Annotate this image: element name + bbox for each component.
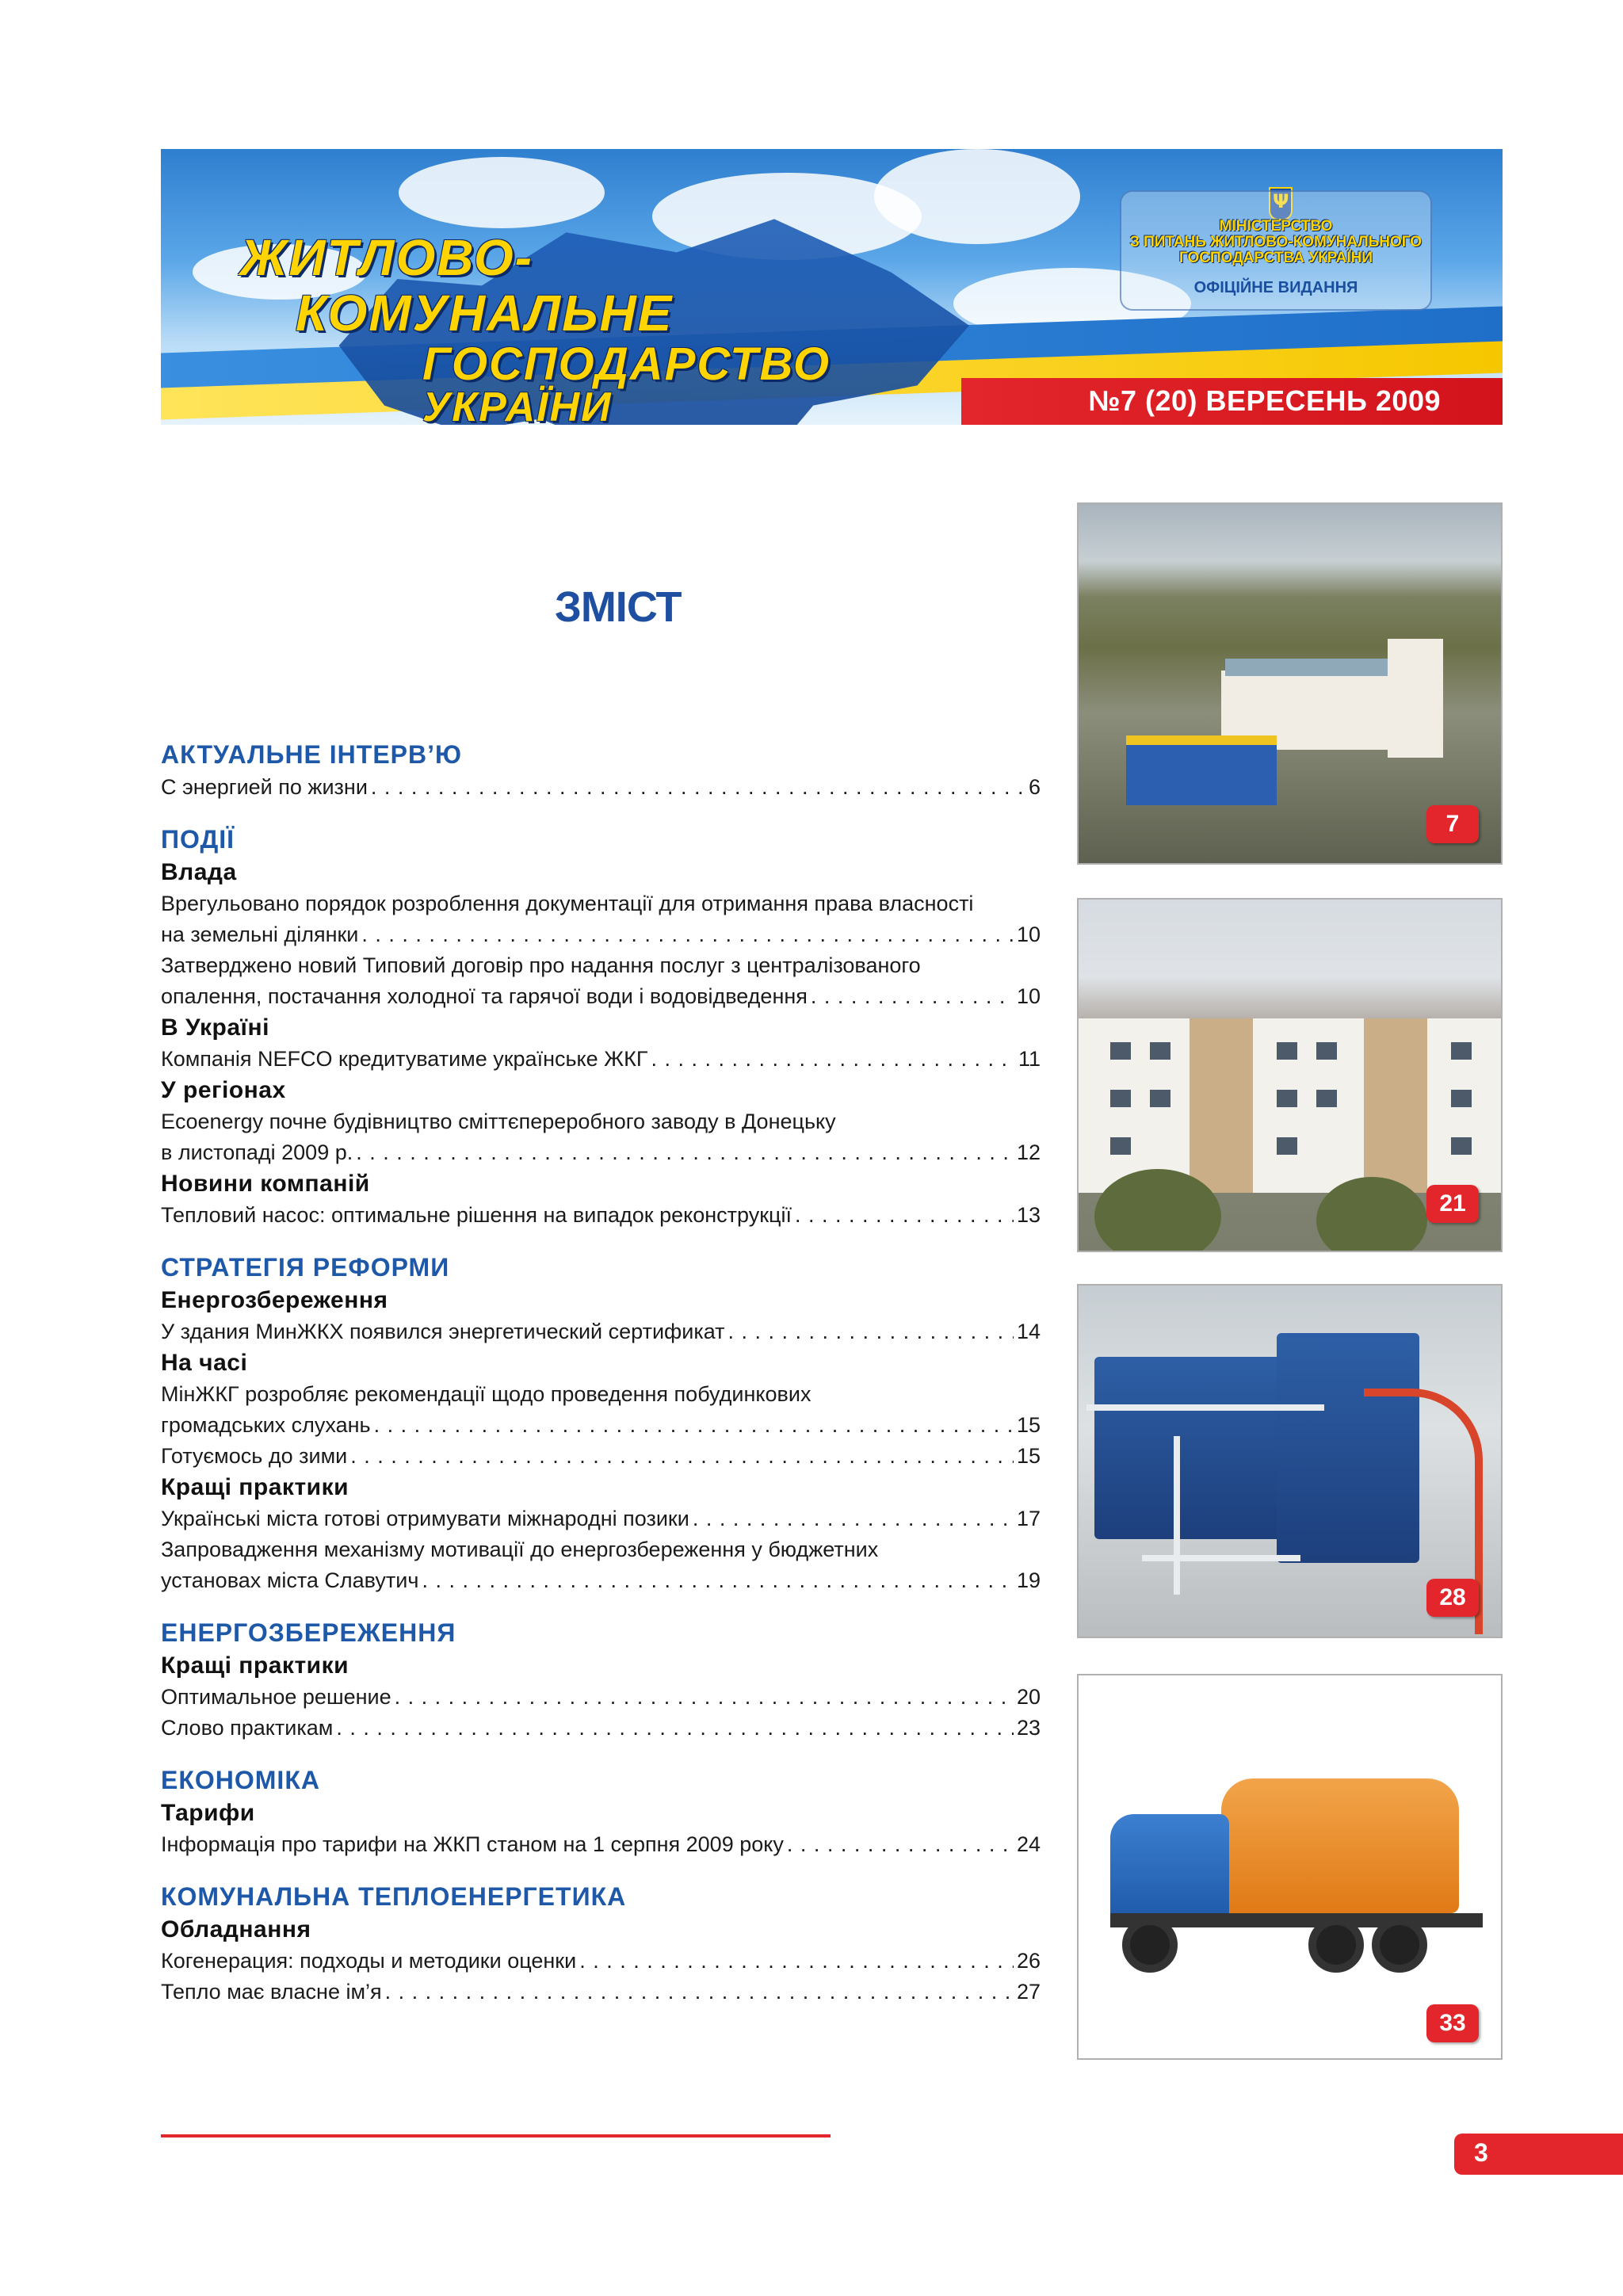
- window: [1277, 1042, 1297, 1060]
- ministry-line-3: ГОСПОДАРСТВА УКРАЇНИ: [1178, 250, 1373, 266]
- entry-title: громадських слухань: [161, 1413, 371, 1437]
- ministry-box: [1120, 190, 1432, 311]
- subsection-heading: Новини компаній: [161, 1171, 370, 1197]
- entry-page: 14: [1016, 1320, 1041, 1343]
- entry-title: опалення, постачання холодної та гарячої води і водовідведення: [161, 984, 808, 1008]
- dot-leader: [374, 1410, 1014, 1441]
- cloud: [874, 149, 1080, 244]
- stair-rail: [1174, 1436, 1180, 1595]
- dot-leader: [395, 1682, 1014, 1713]
- entry-page: 24: [1016, 1832, 1041, 1856]
- entry-title: Слово практикам: [161, 1716, 334, 1740]
- toc-entry[interactable]: [161, 1565, 1041, 1596]
- toc-entry[interactable]: [161, 919, 1041, 950]
- dot-leader: [371, 772, 1025, 803]
- dot-leader: [651, 1044, 1015, 1075]
- window: [1451, 1137, 1472, 1155]
- toc-entry[interactable]: [161, 1316, 1041, 1347]
- entry-title-line[interactable]: Затверджено новий Типовий договір про надання послуг з централізованого: [161, 953, 921, 977]
- photo-truck[interactable]: [1077, 1674, 1503, 2060]
- entry-title: Українські міста готові отримувати міжнародні позики: [161, 1507, 689, 1530]
- facade-panel: [1364, 1018, 1427, 1193]
- dot-leader: [787, 1829, 1014, 1860]
- entry-page: 10: [1016, 984, 1041, 1008]
- subsection-heading: Кращі практики: [161, 1474, 349, 1500]
- toc-entry[interactable]: [161, 1977, 1041, 2008]
- entry-title: С энергией по жизни: [161, 775, 368, 799]
- masthead-title-line-2: КОМУНАЛЬНЕ: [296, 285, 674, 342]
- dot-leader: [693, 1503, 1014, 1534]
- entry-page: 12: [1016, 1140, 1041, 1164]
- contents-title: ЗМІСТ: [555, 583, 682, 631]
- entry-page: 27: [1016, 1980, 1041, 2004]
- dot-leader: [728, 1316, 1014, 1347]
- entry-title-line[interactable]: МінЖКГ розробляє рекомендації щодо проведення побудинкових: [161, 1382, 812, 1406]
- toc-entry[interactable]: [161, 772, 1041, 803]
- table-of-contents: [161, 737, 1041, 2008]
- entry-page: 6: [1028, 775, 1041, 799]
- toc-entry[interactable]: [161, 1410, 1041, 1441]
- entry-page: 26: [1016, 1949, 1041, 1973]
- entry-page: 17: [1016, 1507, 1041, 1530]
- page-badge: 33: [1426, 2004, 1479, 2042]
- toc-entry[interactable]: [161, 981, 1041, 1012]
- entry-page: 20: [1016, 1685, 1041, 1709]
- entry-title-line[interactable]: Врегульовано порядок розроблення документації для отримання права власності: [161, 892, 974, 915]
- window: [1277, 1137, 1297, 1155]
- blue-cab: [1110, 1814, 1229, 1925]
- dot-leader: [361, 919, 1014, 950]
- dot-leader: [811, 981, 1014, 1012]
- window: [1316, 1090, 1337, 1107]
- toc-entry[interactable]: [161, 1713, 1041, 1744]
- issue-bar: [961, 378, 1503, 425]
- entry-page: 11: [1018, 1047, 1041, 1071]
- cloud: [399, 157, 605, 228]
- entry-title-line[interactable]: Запровадження механізму мотивації до енергозбереження у бюджетних: [161, 1538, 879, 1561]
- toc-entry[interactable]: [161, 1137, 1041, 1168]
- masthead-title-line-4: УКРАЇНИ: [422, 384, 613, 425]
- entry-title: Готуємось до зими: [161, 1444, 348, 1468]
- toc-entry[interactable]: [161, 1200, 1041, 1231]
- section-heading: СТРАТЕГІЯ РЕФОРМИ: [161, 1253, 450, 1282]
- dot-leader: [385, 1977, 1014, 2008]
- subsection-heading: Кращі практики: [161, 1652, 349, 1679]
- dot-leader: [422, 1565, 1014, 1596]
- tower: [1388, 639, 1443, 758]
- entry-title: установах міста Славутич: [161, 1568, 419, 1592]
- page-number-tab: [1454, 2134, 1623, 2175]
- window: [1110, 1137, 1131, 1155]
- page-badge: 21: [1426, 1185, 1479, 1223]
- roof: [1225, 659, 1400, 676]
- subsection-heading: Енергозбереження: [161, 1287, 388, 1313]
- subsection-heading: Влада: [161, 859, 237, 885]
- entry-page: 19: [1016, 1568, 1041, 1592]
- section-heading: ЕКОНОМІКА: [161, 1766, 320, 1794]
- masthead-banner: [161, 149, 1503, 425]
- window: [1277, 1090, 1297, 1107]
- entry-page: 13: [1016, 1203, 1041, 1227]
- entry-title: Тепловий насос: оптимальне рішення на випадок реконструкції: [161, 1203, 792, 1227]
- toc-entry[interactable]: [161, 1441, 1041, 1472]
- toc-entry[interactable]: [161, 1503, 1041, 1534]
- yellow-trim: [1126, 735, 1277, 745]
- dot-leader: [336, 1713, 1014, 1744]
- page-number: 3: [1474, 2138, 1488, 2167]
- entry-title-line[interactable]: Ecoenergy почне будівництво сміттєпереробного заводу в Донецьку: [161, 1110, 836, 1133]
- subsection-heading: Обладнання: [161, 1916, 311, 1943]
- issue-number: №7 (20) ВЕРЕСЕНЬ 2009: [1088, 384, 1441, 417]
- window: [1110, 1042, 1131, 1060]
- entry-title: на земельні ділянки: [161, 923, 359, 946]
- subsection-heading: У регіонах: [161, 1077, 286, 1103]
- section-heading: ЕНЕРГОЗБЕРЕЖЕННЯ: [161, 1618, 456, 1647]
- facade-panel: [1190, 1018, 1253, 1193]
- platform-rail: [1086, 1404, 1324, 1411]
- subsection-heading: Тарифи: [161, 1800, 255, 1826]
- official-edition-label: ОФІЦІЙНЕ ВИДАННЯ: [1193, 279, 1358, 296]
- photo-industrial-plant[interactable]: [1077, 502, 1503, 865]
- ministry-line-1: МІНІСТЕРСТВО: [1219, 218, 1333, 235]
- page-badge: 28: [1426, 1579, 1479, 1617]
- window: [1451, 1090, 1472, 1107]
- section-heading: КОМУНАЛЬНА ТЕПЛОЕНЕРГЕТИКА: [161, 1882, 627, 1911]
- entry-page: 15: [1016, 1413, 1041, 1437]
- window: [1110, 1090, 1131, 1107]
- toc-entry[interactable]: [161, 1682, 1041, 1713]
- section-heading: АКТУАЛЬНЕ ІНТЕРВ’Ю: [161, 740, 463, 769]
- subsection-heading: На часі: [161, 1350, 248, 1376]
- masthead-title-line-1: ЖИТЛОВО-: [240, 229, 533, 286]
- entry-title: Оптимальное решение: [161, 1685, 391, 1709]
- wheel: [1308, 1917, 1364, 1973]
- entry-title: Компанія NEFCO кредитуватиме українське ЖКГ: [161, 1047, 648, 1071]
- stair-rail: [1142, 1555, 1300, 1561]
- entry-page: 10: [1016, 923, 1041, 946]
- section-heading: ПОДІЇ: [161, 825, 235, 854]
- window: [1150, 1042, 1170, 1060]
- photo-blue-machinery[interactable]: [1077, 1284, 1503, 1638]
- wheel: [1122, 1917, 1178, 1973]
- dot-leader: [356, 1137, 1014, 1168]
- entry-title: в листопаді 2009 р.: [161, 1140, 353, 1164]
- footer-rule: [161, 2134, 831, 2137]
- photo-apartment-block[interactable]: [1077, 898, 1503, 1252]
- masthead-title-line-3: ГОСПОДАРСТВО: [422, 338, 831, 390]
- dot-leader: [795, 1200, 1014, 1231]
- entry-title: У здания МинЖКХ появился энергетический сертификат: [161, 1320, 725, 1343]
- dot-leader: [579, 1946, 1014, 1977]
- subsection-heading: В Україні: [161, 1014, 269, 1041]
- entry-title: Інформація про тарифи на ЖКП станом на 1 серпня 2009 року: [161, 1832, 784, 1856]
- entry-page: 15: [1016, 1444, 1041, 1468]
- toc-entry[interactable]: [161, 1946, 1041, 1977]
- blue-structure: [1126, 742, 1277, 805]
- window: [1316, 1042, 1337, 1060]
- entry-title: Тепло має власне ім’я: [161, 1980, 382, 2004]
- dot-leader: [350, 1441, 1014, 1472]
- entry-title: Когенерация: подходы и методики оценки: [161, 1949, 577, 1973]
- window: [1451, 1042, 1472, 1060]
- ministry-line-2: З ПИТАНЬ ЖИТЛОВО-КОМУНАЛЬНОГО: [1129, 234, 1423, 250]
- window: [1150, 1090, 1170, 1107]
- toc-entry[interactable]: [161, 1044, 1041, 1075]
- orange-tank: [1221, 1778, 1459, 1913]
- entry-page: 23: [1016, 1716, 1041, 1740]
- page-badge: 7: [1426, 805, 1479, 843]
- wheel: [1372, 1917, 1427, 1973]
- toc-entry[interactable]: [161, 1829, 1041, 1860]
